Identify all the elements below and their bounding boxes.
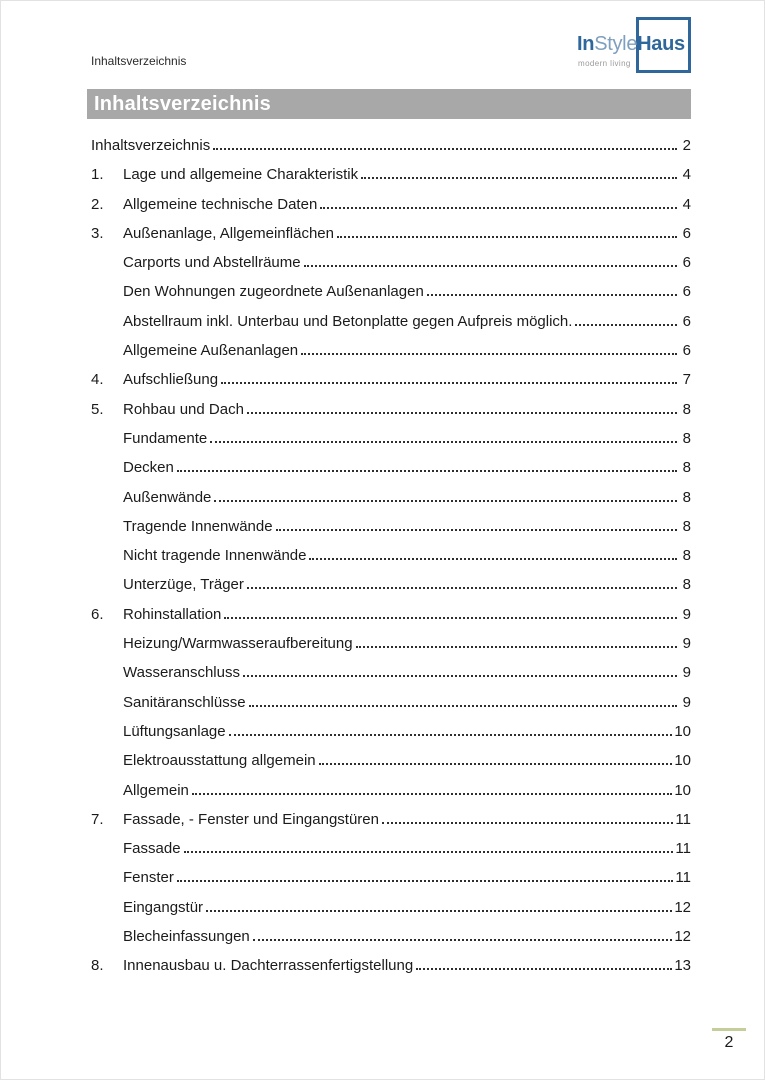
toc-entry-number: 4.	[91, 371, 104, 389]
toc-entry-title: Fassade	[123, 840, 181, 858]
toc-row[interactable]	[91, 693, 691, 722]
toc-row[interactable]	[91, 751, 691, 780]
toc-dot-leader	[361, 165, 677, 179]
toc-row[interactable]	[91, 136, 691, 165]
toc-row[interactable]	[91, 810, 691, 839]
toc-dot-leader	[309, 546, 677, 560]
toc-row[interactable]	[91, 400, 691, 429]
toc-row[interactable]	[91, 458, 691, 487]
toc-entry-page: 6	[682, 283, 691, 301]
toc-dot-leader	[416, 956, 672, 970]
toc-dot-leader	[319, 751, 673, 765]
toc-entry-page: 10	[674, 781, 691, 799]
toc-row[interactable]	[91, 341, 691, 370]
toc-dot-leader	[177, 458, 677, 472]
toc-row[interactable]	[91, 312, 691, 341]
toc-row[interactable]	[91, 663, 691, 692]
toc-entry-page: 11	[675, 810, 691, 828]
toc-row[interactable]	[91, 370, 691, 399]
toc-row[interactable]	[91, 253, 691, 282]
toc-entry-title: Elektroausstattung allgemein	[123, 752, 316, 770]
toc-entry-page: 9	[682, 605, 691, 623]
toc-entry-page: 8	[682, 547, 691, 565]
footer-rule	[712, 1028, 746, 1031]
toc-entry-number: 6.	[91, 605, 104, 623]
toc-entry-title: Aufschließung	[123, 371, 219, 389]
toc-dot-leader	[247, 400, 677, 414]
toc-row[interactable]	[91, 429, 691, 458]
toc-entry-title: Innenausbau u. Dachterrassenfertigstellung	[123, 957, 414, 975]
toc-entry-page: 11	[675, 840, 691, 858]
toc-entry-title: Unterzüge, Träger	[123, 576, 244, 594]
toc-entry-page: 12	[674, 928, 691, 946]
toc-row[interactable]	[91, 634, 691, 663]
toc-entry-title: Allgemeine Außenanlagen	[123, 342, 299, 360]
toc-row[interactable]	[91, 781, 691, 810]
toc-entry-page: 9	[682, 693, 691, 711]
toc-row[interactable]	[91, 224, 691, 253]
toc-dot-leader	[243, 663, 677, 677]
toc-row[interactable]	[91, 722, 691, 751]
toc-entry-page: 11	[675, 869, 691, 887]
toc-dot-leader	[192, 781, 672, 795]
toc-entry-title: Sanitäranschlüsse	[123, 693, 246, 711]
toc-entry-page: 8	[682, 517, 691, 535]
toc-dot-leader	[276, 517, 677, 531]
logo-tagline: modern living	[578, 59, 631, 68]
toc-dot-leader	[224, 605, 677, 619]
toc-dot-leader	[213, 136, 677, 150]
toc-row[interactable]	[91, 165, 691, 194]
toc-entry-title: Blecheinfassungen	[123, 928, 250, 946]
toc-entry-title: Inhaltsverzeichnis	[91, 137, 211, 154]
toc-entry-title: Fundamente	[123, 429, 208, 447]
toc-entry-title: Heizung/Warmwasseraufbereitung	[123, 635, 353, 653]
toc-entry-page: 8	[682, 429, 691, 447]
toc-row[interactable]	[91, 575, 691, 604]
toc-dot-leader	[575, 312, 677, 326]
toc-row[interactable]	[91, 868, 691, 897]
toc-dot-leader	[229, 722, 673, 736]
section-heading-banner: Inhaltsverzeichnis	[87, 89, 691, 119]
toc-entry-title: Allgemein	[123, 781, 189, 799]
toc-entry-page: 4	[682, 166, 691, 184]
toc-row[interactable]	[91, 839, 691, 868]
toc-entry-number: 1.	[91, 166, 104, 184]
toc-entry-number: 8.	[91, 957, 104, 975]
header-doc-title: Inhaltsverzeichnis	[91, 54, 187, 68]
toc-row[interactable]	[91, 956, 691, 985]
toc-entry-title: Decken	[123, 459, 174, 477]
toc-entry-title: Abstellraum inkl. Unterbau und Betonplatte gegen Aufpreis möglich.	[123, 312, 573, 330]
toc-dot-leader	[253, 927, 673, 941]
toc-dot-leader	[249, 693, 677, 707]
toc-dot-leader	[337, 224, 677, 238]
toc-entry-page: 10	[674, 722, 691, 740]
toc-dot-leader	[184, 839, 674, 853]
toc-dot-leader	[382, 810, 673, 824]
logo-wordmark	[577, 33, 685, 56]
toc-dot-leader	[210, 429, 677, 443]
toc-entry-title: Fassade, - Fenster und Eingangstüren	[123, 810, 379, 828]
toc-dot-leader	[304, 253, 677, 267]
toc-row[interactable]	[91, 488, 691, 517]
toc-entry-number: 3.	[91, 224, 104, 242]
toc-entry-page: 6	[682, 224, 691, 242]
toc-list	[91, 136, 691, 986]
toc-dot-leader	[301, 341, 677, 355]
toc-entry-title: Carports und Abstellräume	[123, 254, 301, 272]
toc-entry-title: Fenster	[123, 869, 174, 887]
logo-wordmark-in: In	[577, 33, 595, 55]
toc-entry-title: Rohinstallation	[123, 605, 222, 623]
toc-entry-title: Den Wohnungen zugeordnete Außenanlagen	[123, 283, 424, 301]
toc-row[interactable]	[91, 605, 691, 634]
toc-entry-page: 4	[682, 195, 691, 213]
toc-dot-leader	[221, 370, 677, 384]
toc-entry-page: 8	[682, 488, 691, 506]
toc-entry-number: 2.	[91, 195, 104, 213]
toc-entry-number: 7.	[91, 810, 104, 828]
toc-entry-page: 7	[682, 371, 691, 389]
toc-dot-leader	[206, 898, 672, 912]
toc-entry-title: Lüftungsanlage	[123, 722, 226, 740]
instylehaus-logo	[577, 15, 697, 77]
toc-entry-page: 2	[682, 137, 691, 154]
logo-wordmark-style: Style	[594, 33, 638, 55]
logo-wordmark-haus: Haus	[637, 33, 685, 55]
toc-entry-title: Lage und allgemeine Charakteristik	[123, 166, 359, 184]
toc-row[interactable]	[91, 517, 691, 546]
toc-row[interactable]	[91, 195, 691, 224]
toc-entry-title: Tragende Innenwände	[123, 517, 273, 535]
toc-dot-leader	[177, 868, 674, 882]
toc-entry-title: Nicht tragende Innenwände	[123, 547, 307, 565]
toc-entry-page: 9	[682, 664, 691, 682]
toc-dot-leader	[356, 634, 677, 648]
toc-entry-page: 6	[682, 254, 691, 272]
toc-dot-leader	[247, 575, 677, 589]
toc-entry-title: Rohbau und Dach	[123, 400, 244, 418]
toc-dot-leader	[427, 282, 677, 296]
toc-entry-title: Wasseranschluss	[123, 664, 240, 682]
toc-entry-title: Eingangstür	[123, 898, 204, 916]
toc-entry-title: Außenwände	[123, 488, 212, 506]
toc-entry-title: Außenanlage, Allgemeinflächen	[123, 224, 334, 242]
toc-entry-page: 13	[674, 957, 691, 975]
footer-page-number: 2	[724, 1034, 734, 1051]
toc-dot-leader	[214, 488, 677, 502]
toc-entry-page: 6	[682, 342, 691, 360]
toc-entry-page: 8	[682, 576, 691, 594]
toc-row[interactable]	[91, 898, 691, 927]
toc-entry-page: 8	[682, 459, 691, 477]
toc-row[interactable]	[91, 927, 691, 956]
toc-entry-page: 9	[682, 635, 691, 653]
toc-entry-page: 8	[682, 400, 691, 418]
toc-entry-number: 5.	[91, 400, 104, 418]
toc-entry-title: Allgemeine technische Daten	[123, 195, 318, 213]
toc-row[interactable]	[91, 282, 691, 311]
toc-row[interactable]	[91, 546, 691, 575]
toc-entry-page: 10	[674, 752, 691, 770]
toc-entry-page: 6	[682, 312, 691, 330]
toc-dot-leader	[320, 195, 677, 209]
toc-entry-page: 12	[674, 898, 691, 916]
